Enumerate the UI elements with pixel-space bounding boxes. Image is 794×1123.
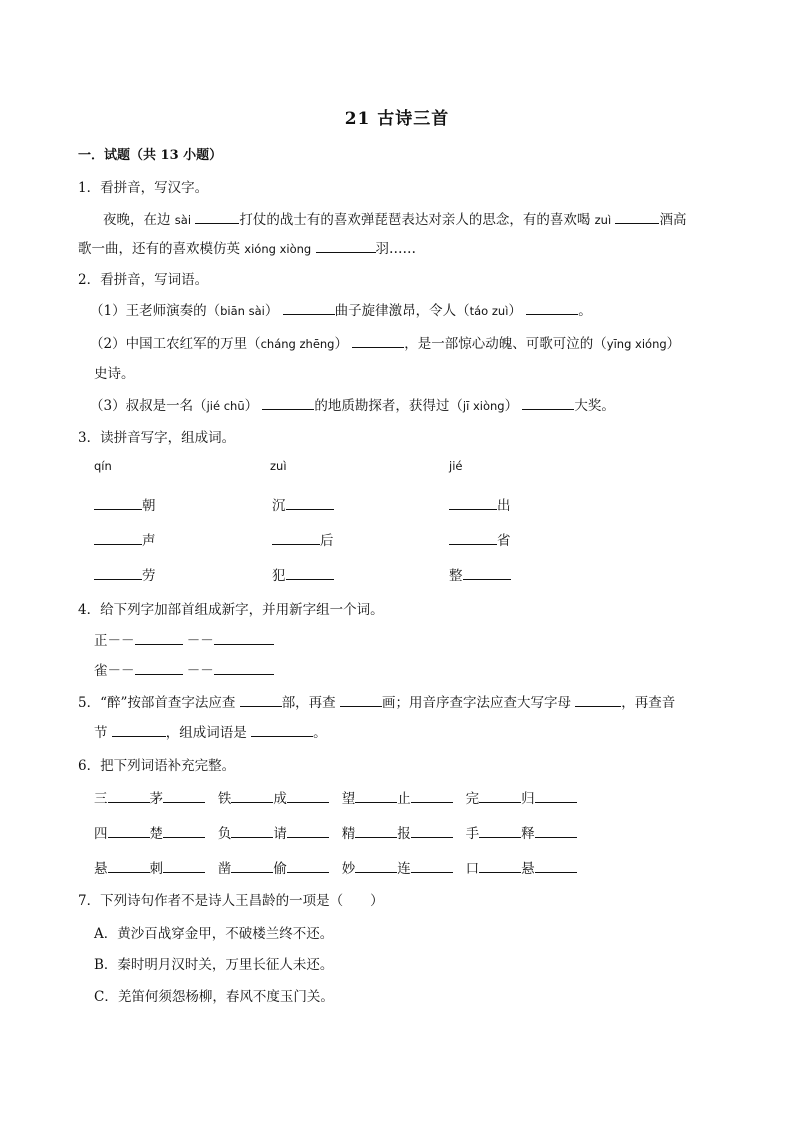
q6-blank[interactable] [231, 825, 273, 838]
q2-item-2-cont: 史诗。 [94, 366, 135, 382]
q3-blank[interactable] [286, 567, 334, 580]
q3-blank[interactable] [449, 497, 497, 510]
q4-blank[interactable] [135, 662, 183, 675]
q6-blank[interactable] [231, 860, 273, 873]
q5-line2: 节 ，组成词语是 。 [94, 725, 327, 741]
q6-blank[interactable] [108, 790, 150, 803]
q6-row-3: 悬 刺 凿 偷 妙 连 口 悬 [94, 857, 577, 877]
q5-blank-4[interactable] [112, 724, 166, 737]
q2-blank-4[interactable] [262, 397, 314, 410]
q3-word: 整 [449, 564, 511, 584]
q4-row-2: 雀－－ －－ [94, 659, 274, 679]
q2-item-1: （1）王老师演奏的（biān sài） 曲子旋律激昂，令人（táo zuì） 。 [90, 303, 592, 319]
q6-blank[interactable] [355, 860, 397, 873]
q6-blank[interactable] [163, 860, 205, 873]
q3-blank[interactable] [94, 497, 142, 510]
q1-blank-1[interactable] [195, 211, 239, 224]
q7-option-c[interactable]: C．羌笛何须怨杨柳，春风不度玉门关。 [94, 989, 334, 1005]
q3-pinyin-1: qín [94, 459, 112, 473]
q6-blank[interactable] [411, 825, 453, 838]
q3-word: 沉 [272, 494, 334, 514]
q2-item-3: （3）叔叔是一名（jié chū） 的地质勘探者，获得过（jī xiòng） 大奖。 [90, 398, 615, 414]
q3-pinyin-3: jié [449, 459, 463, 473]
q6-blank[interactable] [287, 790, 329, 803]
q2-prompt: 2．看拼音，写词语。 [78, 272, 209, 288]
section-heading: 一．试题（共 13 小题） [78, 148, 223, 163]
q5-line1: 5．“醉”按部首查字法应查 部，再查 画；用音序查字法应查大写字母 ，再查音 [78, 695, 676, 711]
q2-item-2: （2）中国工农红军的万里（cháng zhēng） ，是一部惊心动魄、可歌可泣的（yīng xióng） [90, 336, 681, 352]
q6-blank[interactable] [535, 860, 577, 873]
q3-blank[interactable] [94, 567, 142, 580]
q7-prompt: 7．下列诗句作者不是诗人王昌龄的一项是（ ） [78, 893, 384, 909]
q6-blank[interactable] [479, 860, 521, 873]
q3-blank[interactable] [449, 532, 497, 545]
q6-blank[interactable] [355, 825, 397, 838]
q1-prompt: 1．看拼音，写汉字。 [78, 180, 209, 196]
q5-blank-5[interactable] [251, 724, 313, 737]
q3-word: 后 [272, 529, 334, 549]
q3-blank[interactable] [272, 532, 320, 545]
q1-line2: 歌一曲，还有的喜欢模仿英 xióng xiòng 羽…… [78, 241, 416, 257]
q4-blank[interactable] [214, 662, 274, 675]
q6-blank[interactable] [411, 860, 453, 873]
q6-row-1: 三 茅 铁 成 望 止 完 归 [94, 787, 577, 807]
q6-blank[interactable] [287, 825, 329, 838]
q3-word: 省 [449, 529, 511, 549]
q3-word: 声 [94, 529, 156, 549]
q5-blank-3[interactable] [575, 694, 621, 707]
q3-word: 出 [449, 494, 511, 514]
q1-blank-2[interactable] [615, 211, 659, 224]
q3-blank[interactable] [286, 497, 334, 510]
q6-blank[interactable] [163, 790, 205, 803]
q6-blank[interactable] [479, 825, 521, 838]
q7-option-b[interactable]: B．秦时明月汉时关，万里长征人未还。 [94, 957, 334, 973]
q6-row-2: 四 楚 负 请 精 报 手 释 [94, 822, 577, 842]
q1-blank-3[interactable] [316, 240, 376, 253]
q6-blank[interactable] [535, 790, 577, 803]
q6-blank[interactable] [479, 790, 521, 803]
q3-blank[interactable] [94, 532, 142, 545]
q6-blank[interactable] [535, 825, 577, 838]
q6-blank[interactable] [108, 825, 150, 838]
q4-blank[interactable] [135, 632, 183, 645]
q6-prompt: 6．把下列词语补充完整。 [78, 758, 236, 774]
q3-word: 朝 [94, 494, 156, 514]
q3-word: 劳 [94, 564, 156, 584]
q5-blank-1[interactable] [240, 694, 282, 707]
q6-blank[interactable] [411, 790, 453, 803]
q6-blank[interactable] [163, 825, 205, 838]
q3-prompt: 3．读拼音写字，组成词。 [78, 430, 236, 446]
q7-option-a[interactable]: A．黄沙百战穿金甲，不破楼兰终不还。 [94, 926, 334, 942]
q6-blank[interactable] [287, 860, 329, 873]
q4-prompt: 4．给下列字加部首组成新字，并用新字组一个词。 [78, 602, 384, 618]
q4-row-1: 正－－ －－ [94, 629, 274, 649]
q3-blank[interactable] [463, 567, 511, 580]
q2-blank-3[interactable] [352, 335, 404, 348]
q2-blank-1[interactable] [283, 302, 335, 315]
q1-line1: 夜晚，在边 sài 打仗的战士有的喜欢弹琵琶表达对亲人的思念，有的喜欢喝 zuì 酒高 [103, 212, 687, 228]
q6-blank[interactable] [231, 790, 273, 803]
q2-blank-5[interactable] [522, 397, 574, 410]
q3-pinyin-2: zuì [270, 459, 287, 473]
q5-blank-2[interactable] [340, 694, 382, 707]
q6-blank[interactable] [355, 790, 397, 803]
q6-blank[interactable] [108, 860, 150, 873]
q4-blank[interactable] [214, 632, 274, 645]
q3-word: 犯 [272, 564, 334, 584]
q2-blank-2[interactable] [526, 302, 578, 315]
page-title: 21 古诗三首 [344, 109, 450, 129]
